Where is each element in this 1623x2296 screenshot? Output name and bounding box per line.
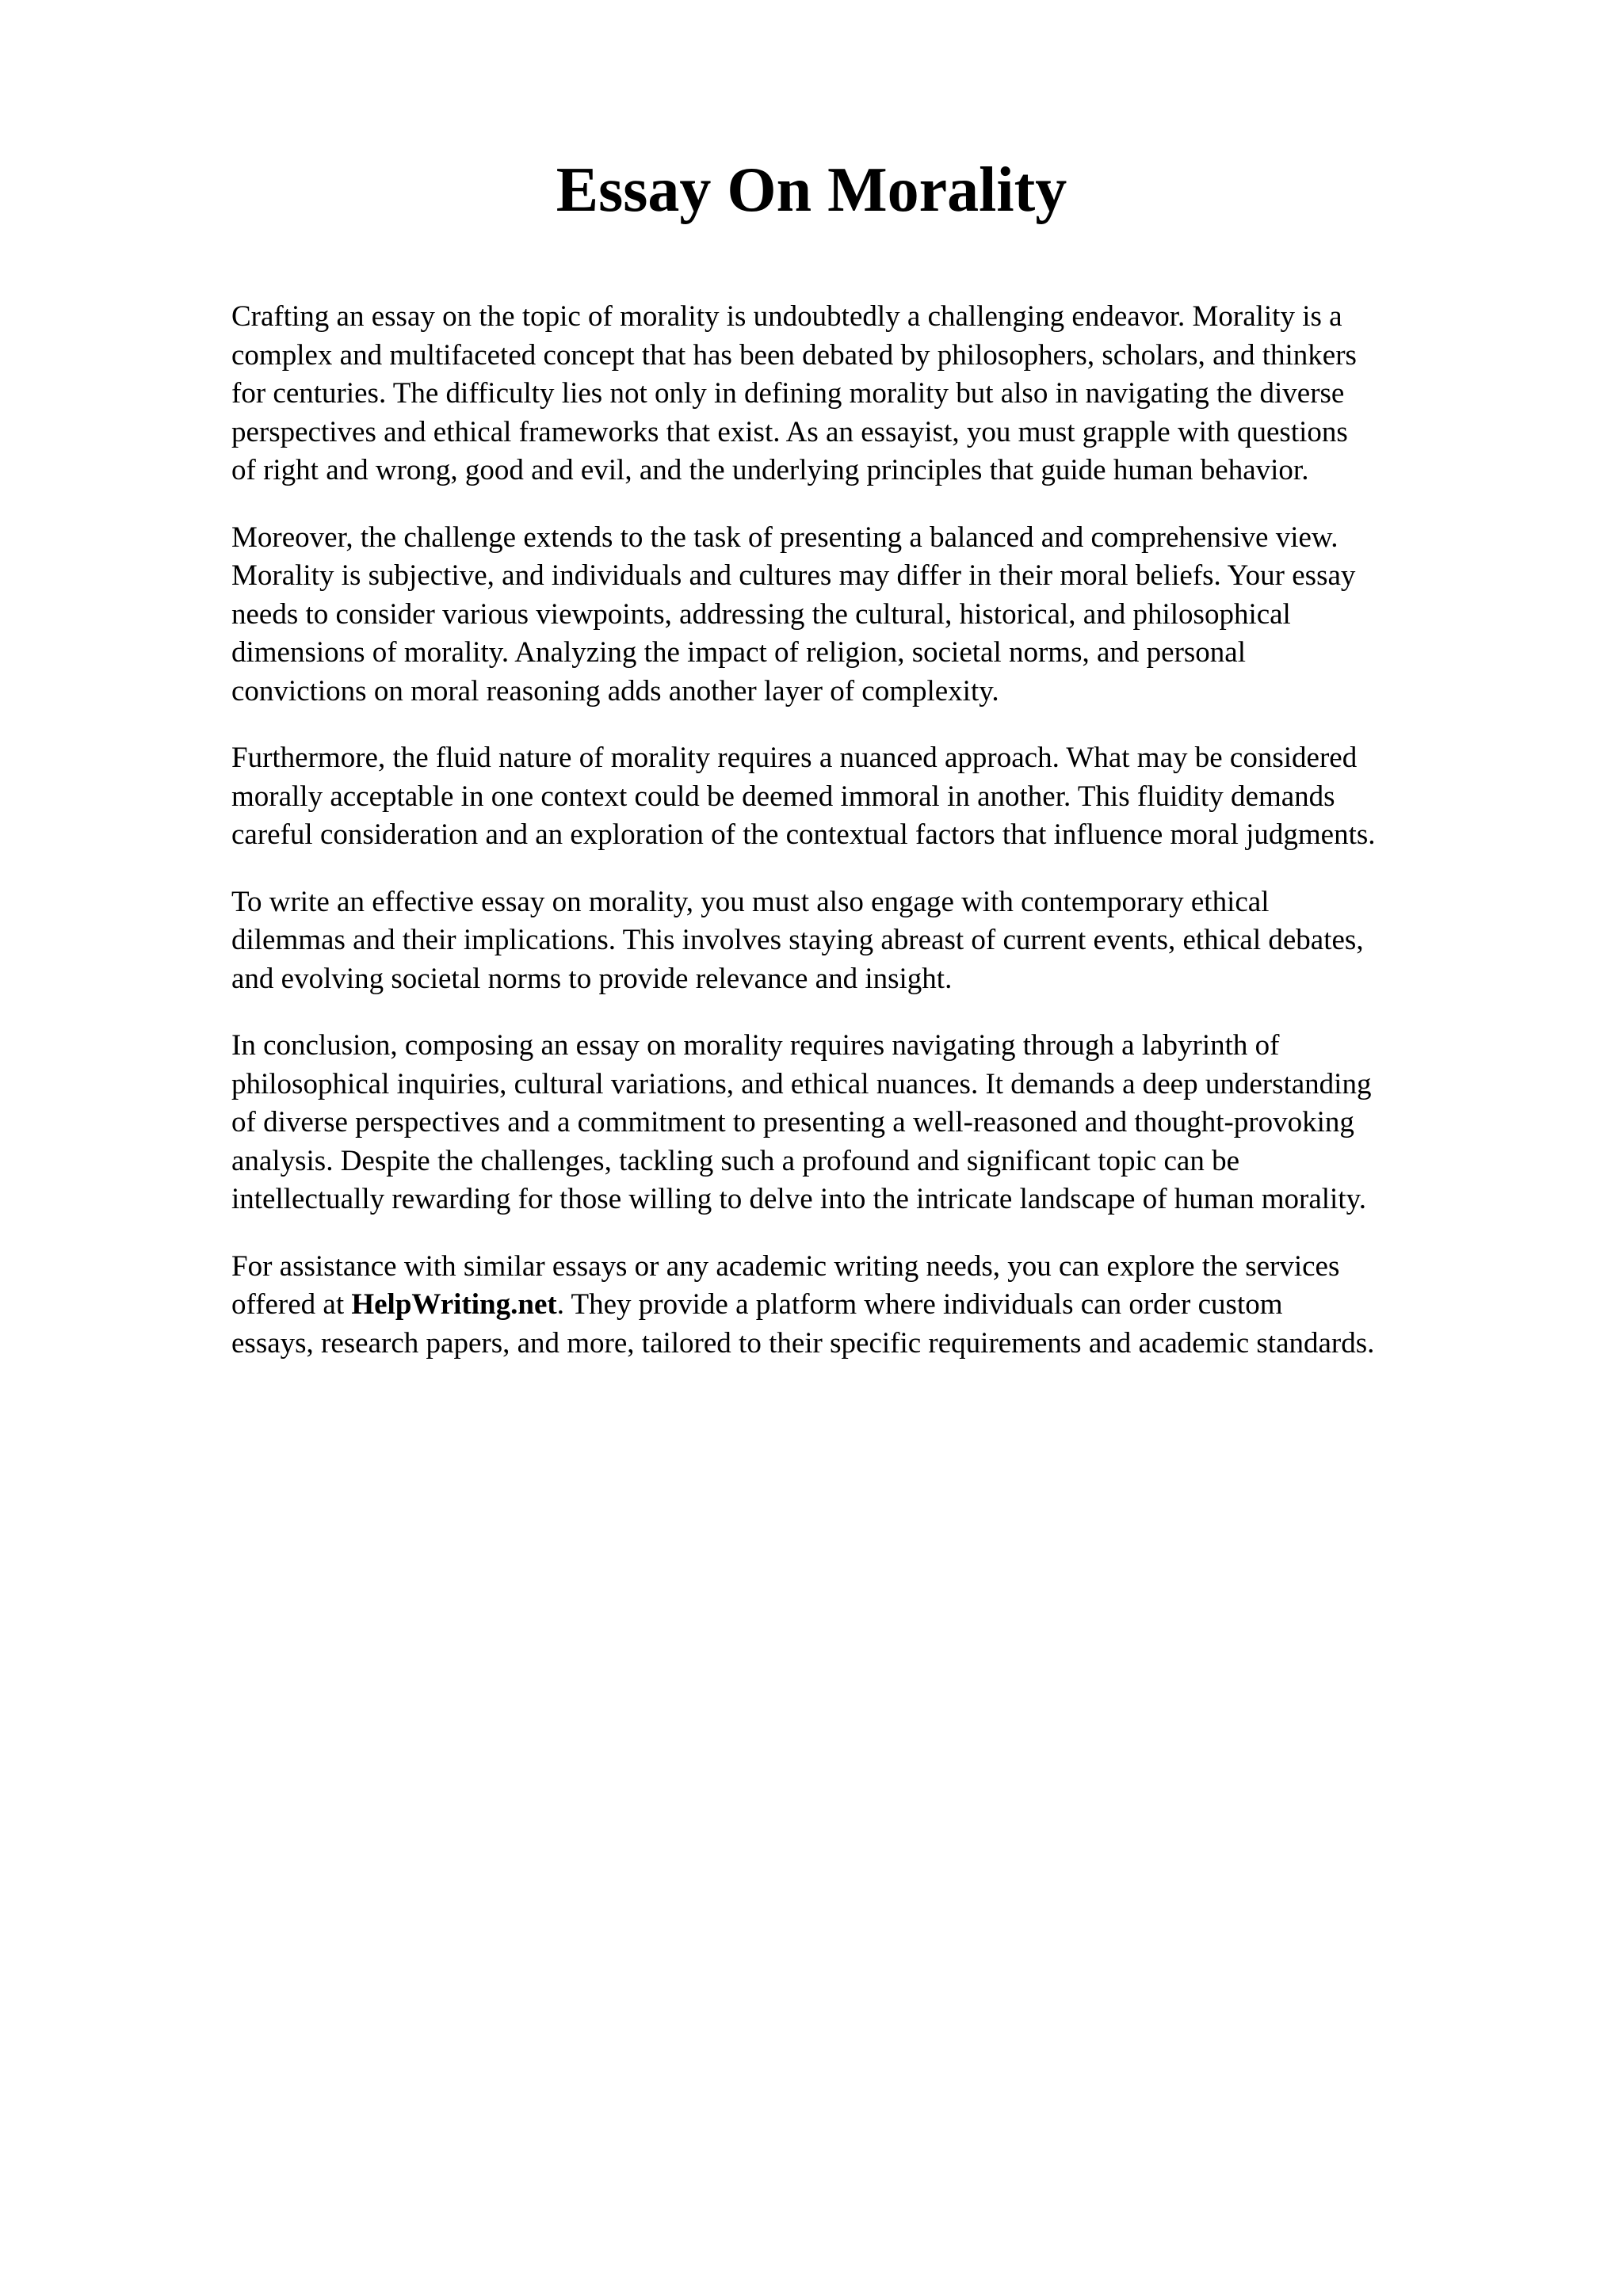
paragraph-line: morally acceptable in one context could be deemed immoral in another. This fluidity demands: [231, 780, 1335, 813]
paragraph-line: of diverse perspectives and a commitment to presenting a well-reasoned and thought-provoking: [231, 1106, 1354, 1138]
paragraph-1: [231, 298, 1515, 490]
paragraph-line: of right and wrong, good and evil, and the underlying principles that guide human behavior.: [231, 454, 1309, 486]
closing-text-before-link: offered at: [231, 1288, 352, 1321]
helpwriting-link[interactable]: HelpWriting.net: [351, 1288, 557, 1321]
paragraph-line: Moreover, the challenge extends to the task of presenting a balanced and comprehensive view.: [231, 521, 1338, 554]
paragraph-line: dilemmas and their implications. This involves staying abreast of current events, ethical debates,: [231, 924, 1364, 956]
paragraph-line: essays, research papers, and more, tailored to their specific requirements and academic standards.: [231, 1326, 1375, 1360]
paragraph-line: To write an effective essay on morality, you must also engage with contemporary ethical: [231, 885, 1270, 918]
paragraph-line: perspectives and ethical frameworks that exist. As an essayist, you must grapple with questions: [231, 415, 1348, 448]
paragraph-line: Morality is subjective, and individuals and cultures may differ in their moral beliefs. Your essay: [231, 559, 1356, 592]
paragraph-5: [231, 1027, 1515, 1219]
paragraph-line: In conclusion, composing an essay on morality requires navigating through a labyrinth of: [231, 1029, 1280, 1062]
paragraph-2: [231, 519, 1515, 711]
paragraph-line: philosophical inquiries, cultural variations, and ethical nuances. It demands a deep understanding: [231, 1067, 1372, 1100]
paragraph-line: [231, 1286, 1515, 1325]
closing-paragraph: [231, 1248, 1515, 1363]
paragraph-line: For assistance with similar essays or any academic writing needs, you can explore the services: [231, 1249, 1340, 1283]
paragraph-line: Crafting an essay on the topic of morality is undoubtedly a challenging endeavor. Morality is a: [231, 300, 1342, 333]
paragraph-line: Furthermore, the fluid nature of morality requires a nuanced approach. What may be considered: [231, 742, 1358, 774]
page-title: Essay On Morality: [556, 155, 1067, 225]
paragraph-line: careful consideration and an exploration of the contextual factors that influence moral judgments.: [231, 818, 1376, 851]
paragraph-3: [231, 739, 1515, 855]
paragraph-line: dimensions of morality. Analyzing the impact of religion, societal norms, and personal: [231, 636, 1246, 669]
paragraph-line: and evolving societal norms to provide relevance and insight.: [231, 962, 953, 995]
paragraph-line: for centuries. The difficulty lies not only in defining morality but also in navigating the diverse: [231, 377, 1345, 410]
closing-text-after-link: . They provide a platform where individuals can order custom: [556, 1288, 1283, 1321]
paragraph-line: needs to consider various viewpoints, addressing the cultural, historical, and philosophical: [231, 597, 1291, 631]
paragraph-line: intellectually rewarding for those willing to delve into the intricate landscape of human morality.: [231, 1183, 1366, 1215]
paragraph-line: complex and multifaceted concept that has been debated by philosophers, scholars, and thinkers: [231, 338, 1357, 372]
paragraph-line: analysis. Despite the challenges, tackling such a profound and significant topic can be: [231, 1144, 1240, 1177]
paragraph-line: convictions on moral reasoning adds another layer of complexity.: [231, 674, 999, 707]
paragraph-4: [231, 883, 1515, 999]
document-body: [231, 298, 1515, 1391]
